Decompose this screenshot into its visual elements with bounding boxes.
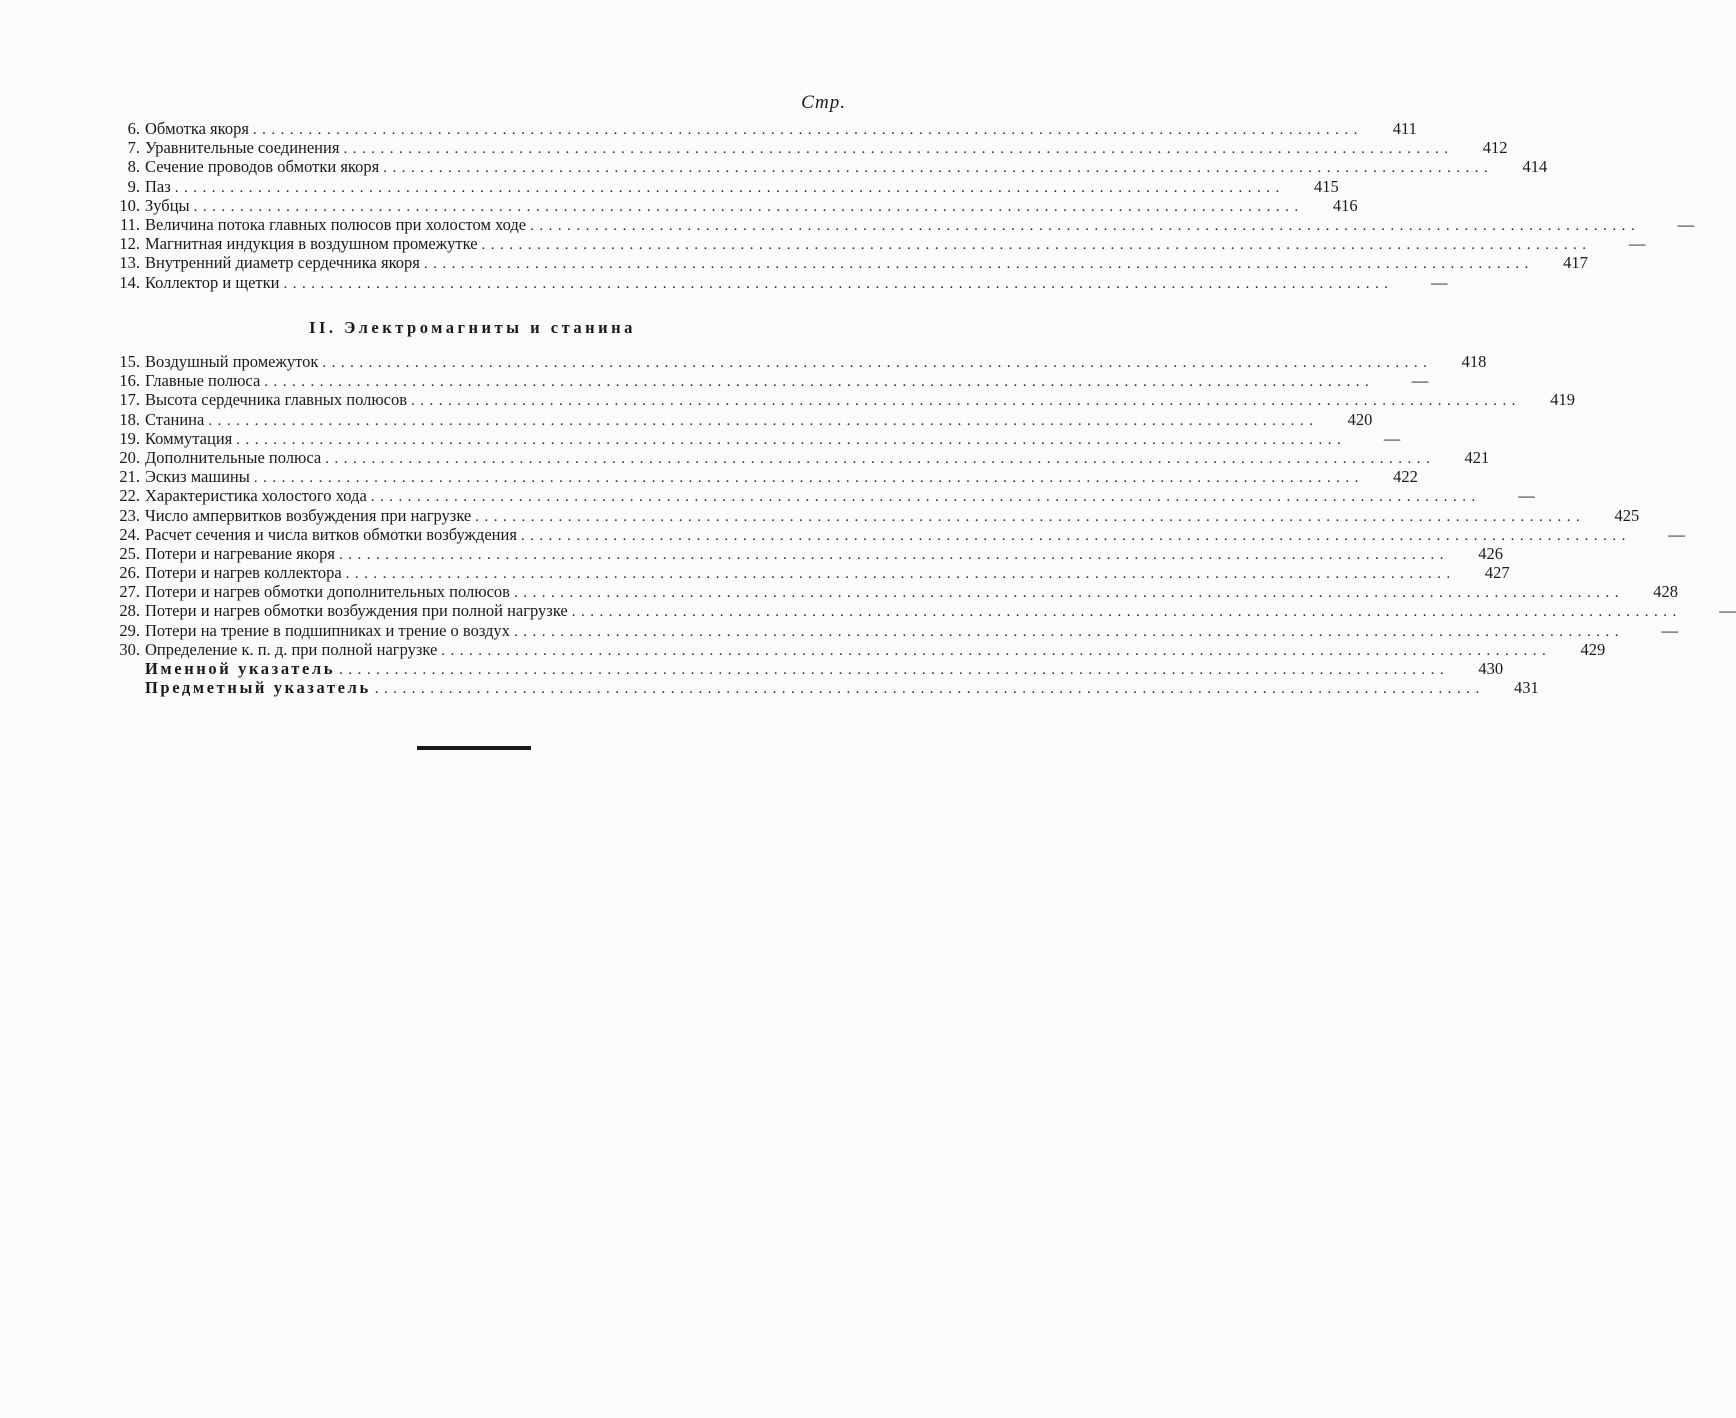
entry-title: Именной указатель <box>145 659 336 678</box>
entry-title: Число ампервитков возбуждения при нагрузке <box>145 505 472 525</box>
entry-title: Расчет сечения и числа витков обмотки возбуждения <box>145 524 517 544</box>
entry-page-number: 426 <box>1478 543 1503 563</box>
entry-page-number: 417 <box>1563 253 1588 273</box>
leader-dots: ........................................................................................................................ <box>571 604 1682 621</box>
entry-number: 9. <box>127 176 140 196</box>
entry-page-number: 412 <box>1482 138 1508 158</box>
entry-title: Высота сердечника главных полюсов <box>145 390 408 410</box>
toc-entry[interactable] <box>100 563 1510 583</box>
entry-number: 28. <box>119 601 140 621</box>
entry-number: 6. <box>127 119 140 138</box>
entry-page-number: — <box>1411 371 1429 391</box>
entry-page-number: 420 <box>1347 409 1373 429</box>
toc-entry[interactable] <box>100 428 1401 448</box>
leader-dots: ........................................................................................................................ <box>441 642 1552 659</box>
leader-dots: ........................................................................................................................ <box>383 160 1494 177</box>
entry-number: 11. <box>119 214 140 234</box>
toc-entry[interactable] <box>100 486 1535 506</box>
toc-entry[interactable] <box>100 659 1504 678</box>
toc-entry[interactable] <box>100 524 1685 544</box>
toc-entry[interactable] <box>100 582 1678 602</box>
leader-dots: ........................................................................................................................ <box>322 355 1433 371</box>
entry-number: 12. <box>119 234 140 254</box>
entry-page-number: 428 <box>1653 582 1678 602</box>
toc-entry[interactable] <box>100 390 1576 410</box>
leader-dots: ........................................................................................................................ <box>339 662 1450 678</box>
entry-page-number: — <box>1430 272 1448 292</box>
entry-title: Зубцы <box>145 195 190 215</box>
toc-entry[interactable] <box>100 639 1606 659</box>
leader-dots: ........................................................................................................................ <box>283 275 1394 292</box>
entry-number: 7. <box>127 138 140 158</box>
entry-number: 8. <box>127 157 140 177</box>
toc-entry[interactable] <box>100 119 1417 138</box>
toc-entry[interactable] <box>100 601 1736 621</box>
entry-title: Внутренний диаметр сердечника якоря <box>145 253 420 273</box>
leader-dots: ........................................................................................................................ <box>264 374 1375 391</box>
entry-page-number: 416 <box>1332 195 1358 215</box>
leader-dots: ........................................................................................................................ <box>475 508 1586 525</box>
entry-page-number: — <box>1719 601 1736 621</box>
entry-number: 25. <box>119 543 140 563</box>
entry-number: 26. <box>119 563 140 583</box>
entry-number: 18. <box>119 409 140 429</box>
entry-title: Сечение проводов обмотки якоря <box>145 157 380 177</box>
toc-entry[interactable] <box>100 620 1678 640</box>
entry-title: Величина потока главных полюсов при холостом ходе <box>145 214 527 234</box>
entry-number: 27. <box>119 582 140 602</box>
entry-number: 21. <box>119 467 140 487</box>
leader-dots: ........................................................................................................................ <box>520 527 1631 544</box>
entry-number: 16. <box>119 371 140 391</box>
entry-page-number: — <box>1383 428 1401 448</box>
entry-page-number: 418 <box>1461 352 1487 371</box>
leader-dots: ........................................................................................................................ <box>423 256 1534 273</box>
toc-entry[interactable] <box>100 234 1646 254</box>
toc-entry[interactable] <box>100 195 1358 215</box>
entry-title: Эскиз машины <box>145 467 250 487</box>
entry-title: Воздушный промежуток <box>145 352 319 371</box>
toc-list-section-2 <box>100 352 1736 698</box>
leader-dots: ........................................................................................................................ <box>252 122 1363 138</box>
toc-entry[interactable] <box>100 543 1503 563</box>
leader-dots: ........................................................................................................................ <box>208 412 1319 429</box>
entry-page-number: — <box>1518 486 1535 506</box>
entry-page-number: 422 <box>1393 467 1418 487</box>
toc-entry[interactable] <box>100 505 1640 525</box>
toc-list-section-1 <box>100 119 1695 292</box>
entry-title: Уравнительные соединения <box>145 138 340 158</box>
toc-entry[interactable] <box>100 214 1695 234</box>
toc-entry[interactable] <box>100 447 1490 467</box>
entry-page-number: 427 <box>1484 563 1510 583</box>
entry-title: Паз <box>145 176 171 196</box>
leader-dots: ........................................................................................................................ <box>343 141 1454 158</box>
entry-number: 29. <box>119 620 140 640</box>
toc-entry[interactable] <box>100 272 1448 292</box>
entry-title: Потери и нагревание якоря <box>145 543 335 563</box>
entry-page-number: 430 <box>1478 659 1504 678</box>
entry-number: 20. <box>119 447 140 467</box>
entry-number: 17. <box>119 390 140 410</box>
entry-page-number: — <box>1677 214 1695 234</box>
leader-dots: ........................................................................................................................ <box>236 431 1347 448</box>
entry-number: 22. <box>119 486 140 506</box>
entry-number: 30. <box>119 639 140 659</box>
entry-page-number: 414 <box>1522 157 1548 177</box>
toc-entry[interactable] <box>100 157 1548 177</box>
entry-title: Главные полюса <box>145 371 261 391</box>
leader-dots: ........................................................................................................................ <box>345 566 1456 583</box>
leader-dots: ........................................................................................................................ <box>325 450 1436 467</box>
entry-number: 13. <box>119 253 140 273</box>
entry-page-number: 421 <box>1464 447 1490 467</box>
end-rule <box>417 746 531 750</box>
toc-entry[interactable] <box>100 352 1487 371</box>
entry-title: Потери и нагрев обмотки возбуждения при полной нагрузке <box>145 601 568 621</box>
leader-dots: ........................................................................................................................ <box>174 179 1285 196</box>
entry-number: 14. <box>119 272 140 292</box>
entry-title: Коммутация <box>145 428 233 448</box>
entry-title: Предметный указатель <box>145 678 371 698</box>
leader-dots: ........................................................................................................................ <box>253 470 1364 487</box>
entry-title: Характеристика холостого хода <box>145 486 367 506</box>
entry-title: Магнитная индукция в воздушном промежутке <box>145 234 478 254</box>
entry-page-number: 411 <box>1392 119 1417 138</box>
entry-title: Станина <box>145 409 205 429</box>
entry-number: 23. <box>119 505 140 525</box>
leader-dots: ........................................................................................................................ <box>513 585 1624 602</box>
entry-number: 15. <box>119 352 140 371</box>
toc-entry[interactable] <box>100 409 1373 429</box>
section-heading: II. Электромагниты и станина <box>309 318 636 337</box>
toc-entry[interactable] <box>100 138 1508 158</box>
entry-page-number: — <box>1661 620 1678 640</box>
leader-dots: ........................................................................................................................ <box>411 393 1522 410</box>
entry-page-number: — <box>1629 234 1646 254</box>
entry-number: 19. <box>119 428 140 448</box>
toc-entry[interactable] <box>100 253 1588 273</box>
entry-title: Определение к. п. д. при полной нагрузке <box>145 639 438 659</box>
entry-page-number: 431 <box>1514 678 1539 698</box>
leader-dots: ........................................................................................................................ <box>374 681 1485 698</box>
entry-title: Потери на трение в подшипниках и трение о воздух <box>145 620 510 640</box>
leader-dots: ........................................................................................................................ <box>370 489 1481 506</box>
entry-page-number: 429 <box>1580 639 1606 659</box>
entry-page-number: 425 <box>1614 505 1640 525</box>
leader-dots: ........................................................................................................................ <box>530 217 1641 234</box>
toc-entry[interactable] <box>100 678 1539 698</box>
entry-number: 24. <box>119 524 140 544</box>
entry-title: Коллектор и щетки <box>145 272 280 292</box>
entry-title: Потери и нагрев обмотки дополнительных полюсов <box>145 582 510 602</box>
leader-dots: ........................................................................................................................ <box>193 198 1304 215</box>
entry-title: Потери и нагрев коллектора <box>145 563 342 583</box>
toc-entry[interactable] <box>100 371 1429 391</box>
entry-title: Дополнительные полюса <box>145 447 322 467</box>
leader-dots: ........................................................................................................................ <box>339 546 1449 563</box>
leader-dots: ........................................................................................................................ <box>481 237 1592 254</box>
entry-title: Обмотка якоря <box>145 119 249 138</box>
entry-number: 10. <box>119 195 140 215</box>
leader-dots: ........................................................................................................................ <box>513 623 1624 640</box>
page-column-header: Стр. <box>801 92 846 113</box>
entry-page-number: — <box>1668 524 1685 544</box>
entry-page-number: 419 <box>1550 390 1576 410</box>
toc-entry[interactable] <box>100 176 1339 196</box>
entry-page-number: 415 <box>1314 176 1339 196</box>
toc-entry[interactable] <box>100 467 1418 487</box>
